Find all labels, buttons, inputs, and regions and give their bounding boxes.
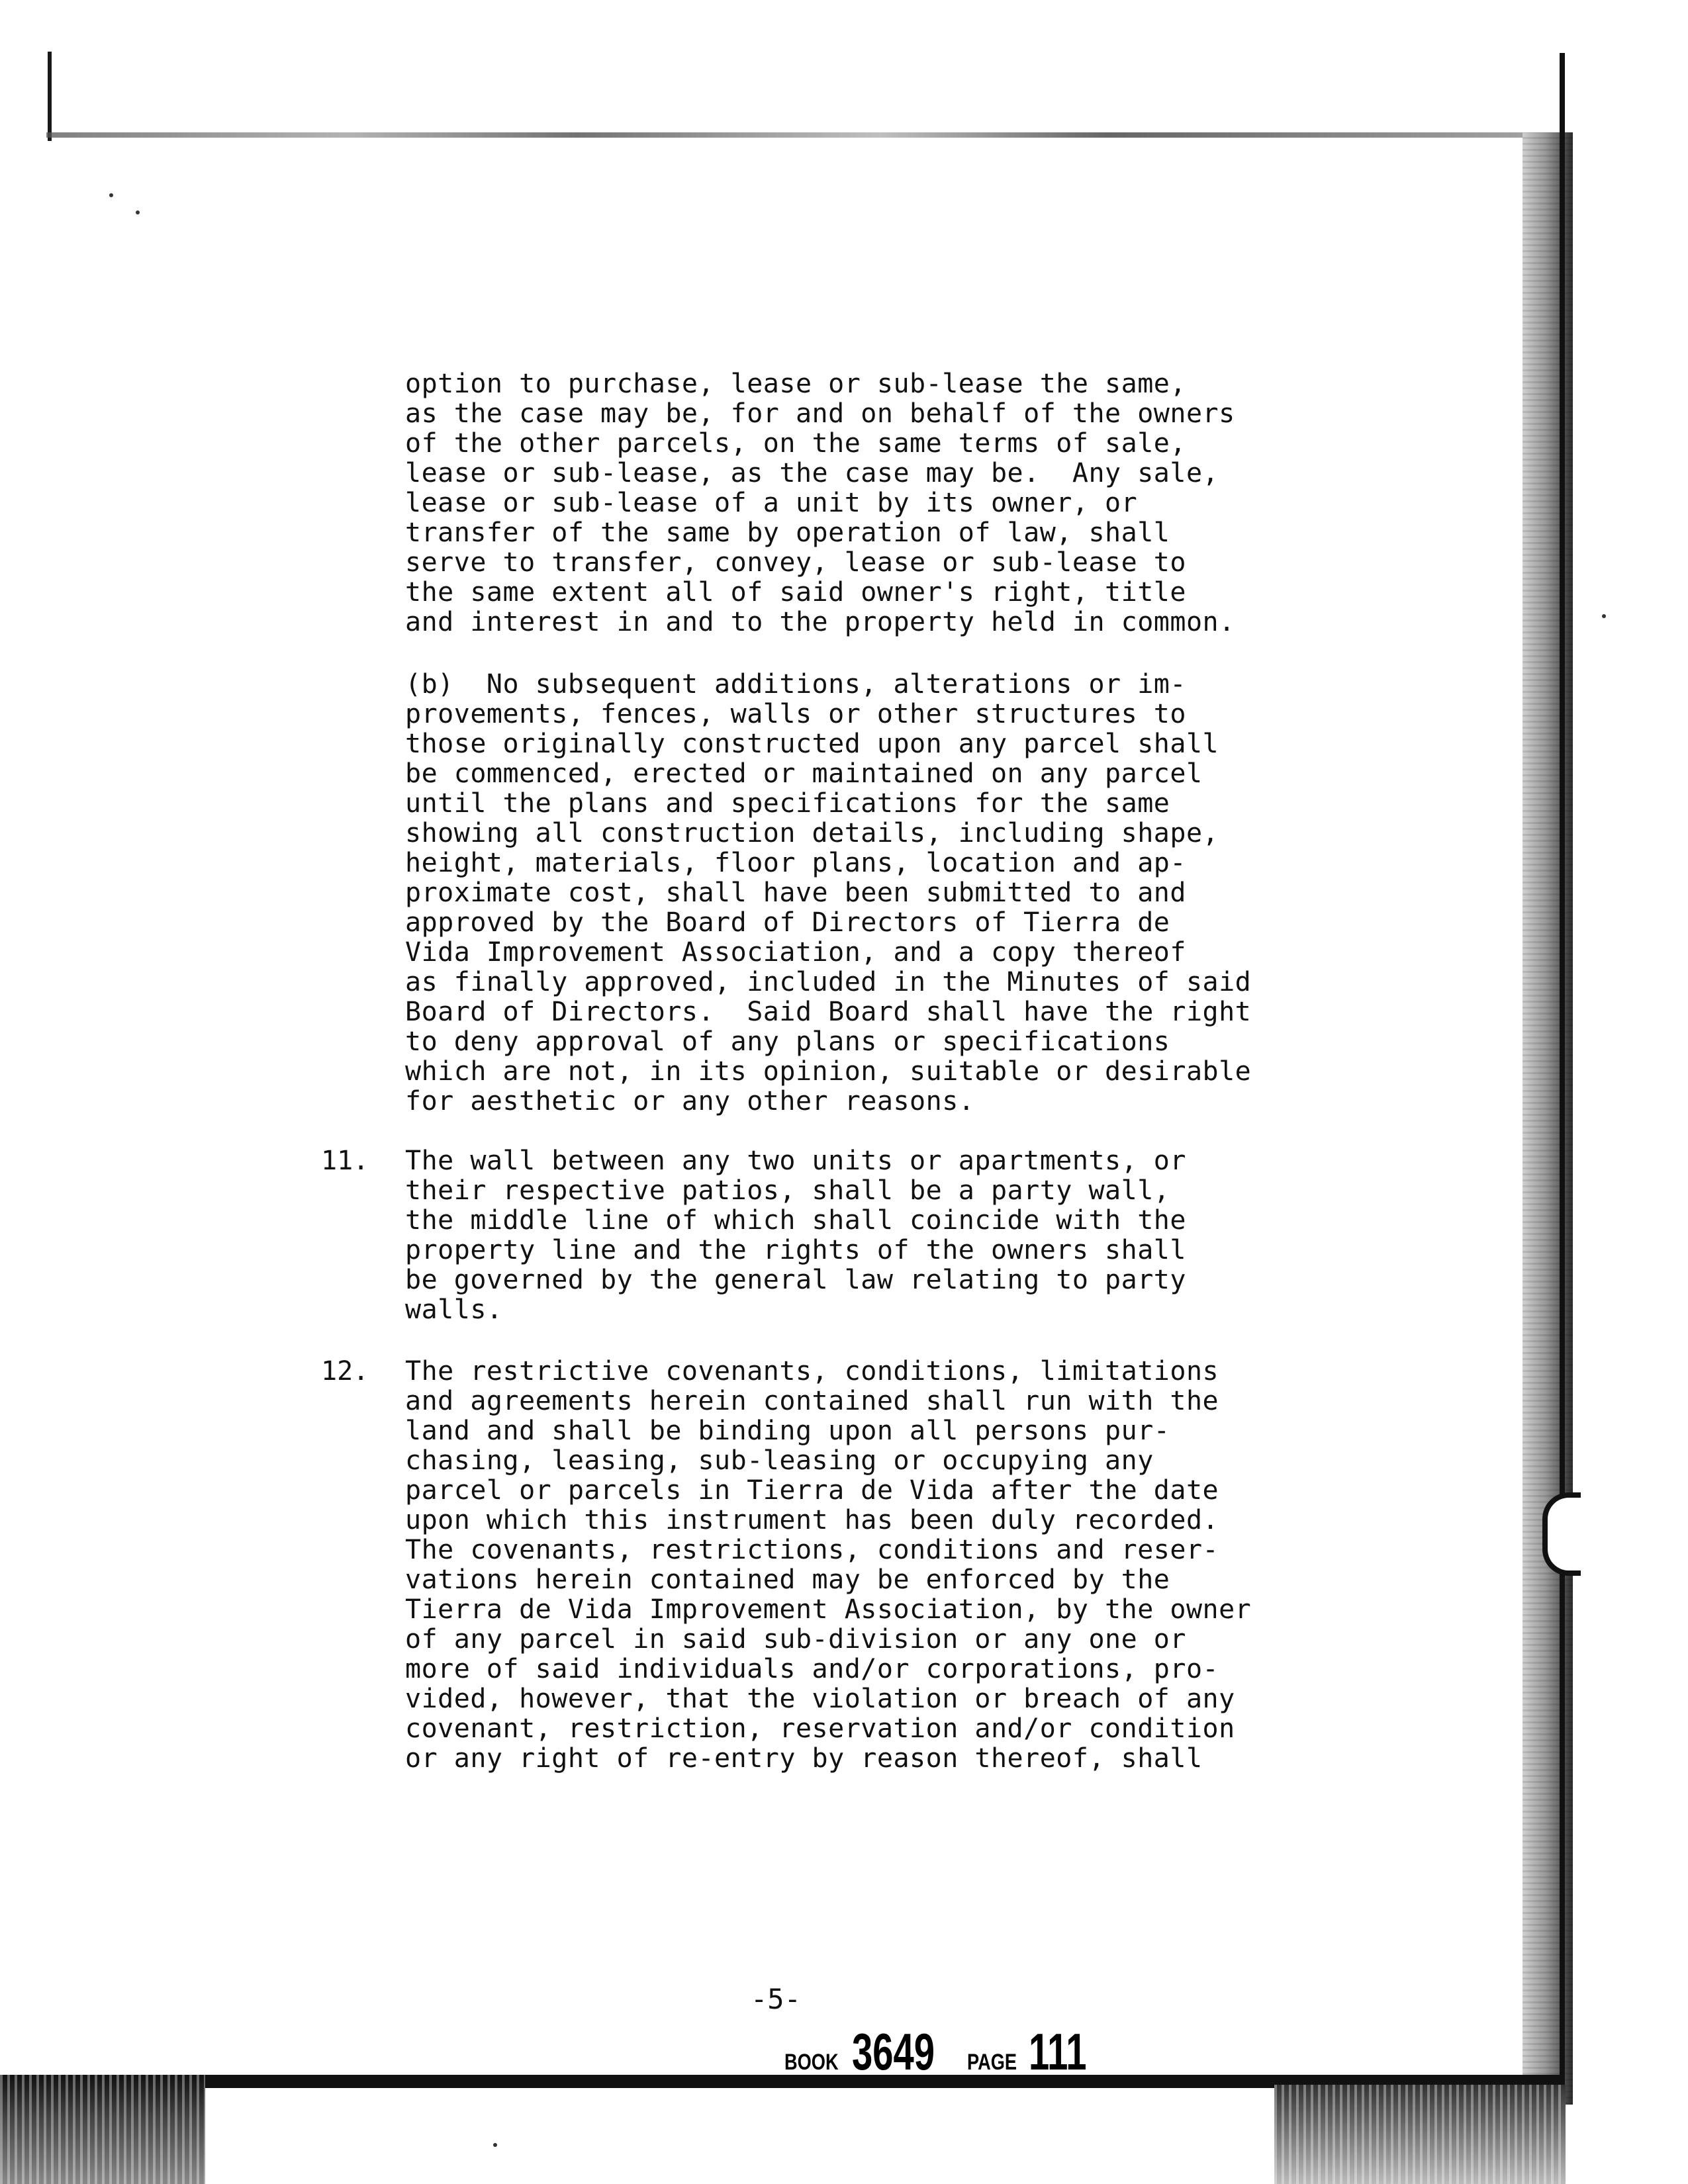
text-line: those originally constructed upon any parcel shall <box>405 729 1219 759</box>
text-line: showing all construction details, including shape, <box>405 818 1219 848</box>
text-line: provements, fences, walls or other structures to <box>405 699 1186 729</box>
text-line: be governed by the general law relating to party <box>405 1265 1186 1295</box>
text-line: the same extent all of said owner's right, title <box>405 577 1186 608</box>
text-line: covenant, restriction, reservation and/or condition <box>405 1713 1235 1744</box>
text-line: property line and the rights of the owners shall <box>405 1235 1186 1265</box>
text-line: until the plans and specifications for the same <box>405 788 1170 819</box>
text-line: of any parcel in said sub-division or any one or <box>405 1624 1186 1655</box>
scan-edge-top-left <box>48 52 52 141</box>
item-11-text <box>405 1146 1564 1325</box>
item-number-11: 11. <box>321 1146 369 1176</box>
text-line: vided, however, that the violation or breach of any <box>405 1684 1235 1714</box>
scan-edge-top <box>46 132 1562 138</box>
text-line: Vida Improvement Association, and a copy thereof <box>405 937 1186 968</box>
text-line: lease or sub-lease of a unit by its owner, or <box>405 488 1138 518</box>
text-line: be commenced, erected or maintained on any parcel <box>405 758 1203 789</box>
text-line: Tierra de Vida Improvement Association, by the owner <box>405 1594 1252 1625</box>
scan-speck <box>1602 614 1606 618</box>
text-line: vations herein contained may be enforced by the <box>405 1565 1170 1595</box>
text-line: as finally approved, included in the Minutes of said <box>405 967 1252 997</box>
text-line: serve to transfer, convey, lease or sub-lease to <box>405 547 1186 578</box>
item-12-text <box>405 1357 1564 1774</box>
text-line: upon which this instrument has been duly recorded. <box>405 1505 1219 1535</box>
text-line: parcel or parcels in Tierra de Vida after the date <box>405 1475 1219 1506</box>
text-line: option to purchase, lease or sub-lease the same, <box>405 369 1186 399</box>
text-line: height, materials, floor plans, location and ap- <box>405 848 1186 878</box>
scan-speck <box>136 210 140 214</box>
page-number: -5- <box>751 1983 801 2015</box>
text-line: as the case may be, for and on behalf of the owners <box>405 398 1235 429</box>
text-line: land and shall be binding upon all persons pur- <box>405 1416 1170 1446</box>
scan-edge-bottom-left <box>0 2075 205 2184</box>
text-line: for aesthetic or any other reasons. <box>405 1086 975 1116</box>
text-line: (b) No subsequent additions, alterations or im- <box>405 669 1186 700</box>
page-label: PAGE <box>966 2050 1017 2075</box>
text-line: or any right of re-entry by reason thereof, shall <box>405 1743 1203 1774</box>
text-line: lease or sub-lease, as the case may be. Any sale, <box>405 458 1219 488</box>
paragraph-a <box>405 369 1564 637</box>
text-line: The restrictive covenants, conditions, limitations <box>405 1356 1219 1387</box>
book-number: 3649 <box>852 2023 935 2081</box>
text-line: walls. <box>405 1295 503 1325</box>
scan-speck <box>109 193 113 197</box>
text-line: Board of Directors. Said Board shall have the right <box>405 997 1252 1027</box>
text-line: and interest in and to the property held in common. <box>405 607 1235 637</box>
text-line: to deny approval of any plans or specifications <box>405 1026 1170 1057</box>
stamp-page-number: 111 <box>1029 2023 1087 2081</box>
text-line: their respective patios, shall be a party wall, <box>405 1175 1170 1206</box>
text-line: and agreements herein contained shall run with the <box>405 1386 1219 1416</box>
text-line: the middle line of which shall coincide with the <box>405 1205 1186 1236</box>
text-line: more of said individuals and/or corporations, pro- <box>405 1654 1219 1684</box>
text-line: The wall between any two units or apartments, or <box>405 1146 1186 1176</box>
paragraph-b <box>405 670 1564 1116</box>
text-line: chasing, leasing, sub-leasing or occupying any <box>405 1445 1154 1476</box>
book-label: BOOK <box>784 2050 839 2075</box>
scan-edge-bottom-right <box>1274 2085 1566 2184</box>
text-line: of the other parcels, on the same terms of sale, <box>405 428 1186 459</box>
text-line: proximate cost, shall have been submitted to and <box>405 878 1186 908</box>
text-line: approved by the Board of Directors of Tierra de <box>405 907 1170 938</box>
book-page-stamp <box>784 2022 1109 2081</box>
text-line: transfer of the same by operation of law, shall <box>405 518 1170 548</box>
text-line: The covenants, restrictions, conditions and reser- <box>405 1535 1219 1565</box>
item-number-12: 12. <box>321 1356 369 1387</box>
scan-speck <box>493 2143 497 2147</box>
text-line: which are not, in its opinion, suitable or desirable <box>405 1056 1252 1087</box>
